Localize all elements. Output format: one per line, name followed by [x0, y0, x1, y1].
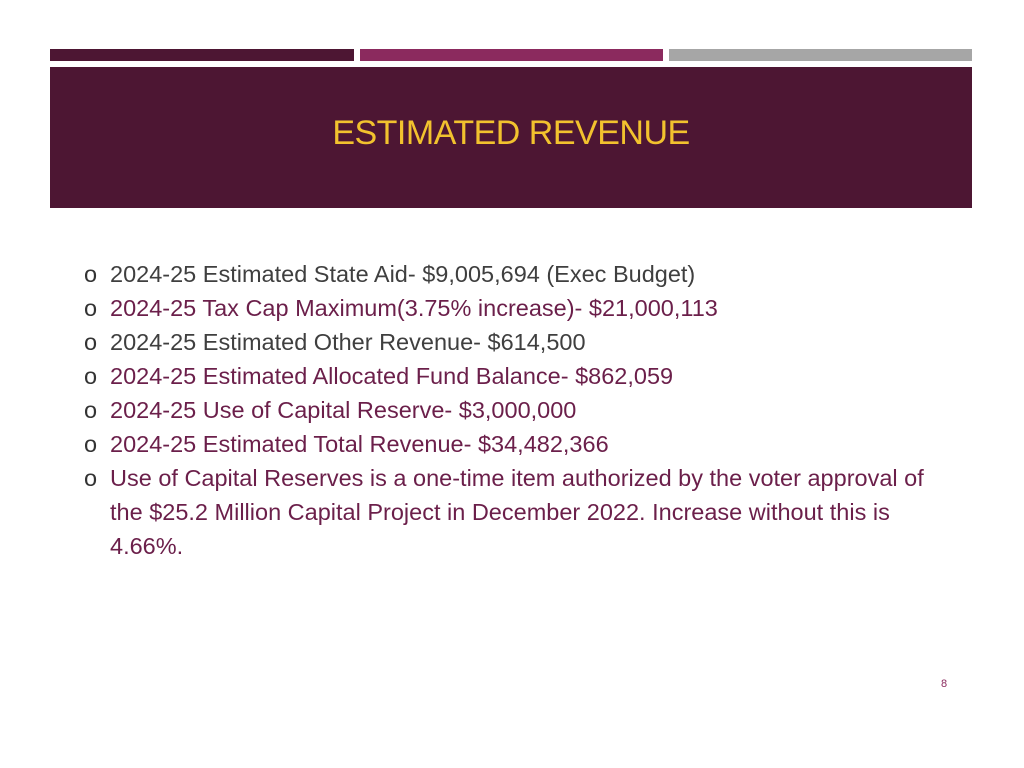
slide-content — [84, 257, 944, 563]
bullet-marker: o — [84, 465, 98, 491]
list-item — [84, 291, 944, 325]
top-bar-dark — [50, 49, 354, 61]
slide-title: ESTIMATED REVENUE — [332, 114, 690, 152]
list-item-text: 2024-25 Estimated Allocated Fund Balance- $862,059 — [110, 363, 674, 389]
list-item — [84, 257, 944, 291]
revenue-list — [84, 257, 944, 461]
bullet-marker: o — [84, 431, 98, 457]
list-item — [84, 359, 944, 393]
bullet-marker: o — [84, 363, 98, 389]
list-item-text: 2024-25 Use of Capital Reserve- $3,000,000 — [110, 397, 577, 423]
bullet-marker: o — [84, 329, 98, 355]
top-bar-accent — [360, 49, 663, 61]
note-list — [84, 461, 944, 563]
bullet-marker: o — [84, 397, 98, 423]
top-bar-grey — [669, 49, 972, 61]
page-number: 8 — [941, 678, 948, 690]
list-item-text: 2024-25 Estimated State Aid- $9,005,694 (Exec Budget) — [110, 261, 696, 287]
title-band — [50, 67, 972, 208]
list-item-text: 2024-25 Tax Cap Maximum(3.75% increase)- $21,000,113 — [110, 295, 718, 321]
list-item — [84, 427, 944, 461]
bullet-marker: o — [84, 295, 98, 321]
list-item — [84, 393, 944, 427]
note-item — [84, 461, 944, 563]
list-item — [84, 325, 944, 359]
note-text: Use of Capital Reserves is a one-time item authorized by the voter approval of the $25.2 Million Capital Project in December 2022. Increase without this is 4.66%. — [110, 465, 924, 559]
list-item-text: 2024-25 Estimated Other Revenue- $614,500 — [110, 329, 586, 355]
list-item-text: 2024-25 Estimated Total Revenue- $34,482,366 — [110, 431, 609, 457]
bullet-marker: o — [84, 261, 98, 287]
